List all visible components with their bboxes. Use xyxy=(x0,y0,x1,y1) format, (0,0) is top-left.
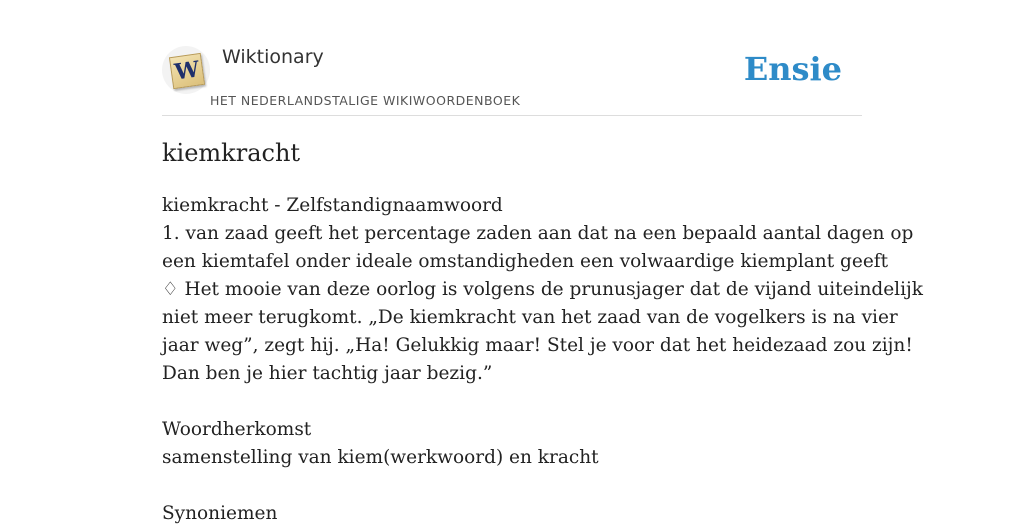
definition-line: een kiemtafel onder ideale omstandigheden een volwaardige kiemplant geeft xyxy=(162,251,889,272)
wiktionary-logo-tile: W xyxy=(169,53,205,89)
etymology-text: samenstelling van kiem(werkwoord) en kracht xyxy=(162,447,599,468)
example-line: niet meer terugkomt. „De kiemkracht van het zaad van de vogelkers is na vier xyxy=(162,307,898,328)
ensie-brand-link[interactable]: Ensie xyxy=(743,50,842,88)
site-tagline: HET NEDERLANDSTALIGE WIKIWOORDENBOEK xyxy=(210,93,521,108)
example-line: ♢ Het mooie van deze oorlog is volgens de prunusjager dat de vijand uiteindelijk xyxy=(162,279,923,300)
entry-content xyxy=(162,192,923,528)
synonyms-heading: Synoniemen xyxy=(162,503,278,524)
site-name[interactable]: Wiktionary xyxy=(222,46,324,68)
part-of-speech: kiemkracht - Zelfstandignaamwoord xyxy=(162,195,503,216)
definition-line: 1. van zaad geeft het percentage zaden aan dat na een bepaald aantal dagen op xyxy=(162,223,914,244)
page-title: kiemkracht xyxy=(162,139,301,167)
spacer xyxy=(162,472,868,500)
header-divider xyxy=(162,115,862,116)
etymology-heading: Woordherkomst xyxy=(162,419,312,440)
example-line: jaar weg”, zegt hij. „Ha! Gelukkig maar! Stel je voor dat het heidezaad zou zijn! xyxy=(162,335,913,356)
example-line: Dan ben je hier tachtig jaar bezig.” xyxy=(162,363,493,384)
spacer xyxy=(162,388,868,416)
wiktionary-logo[interactable] xyxy=(162,46,210,94)
